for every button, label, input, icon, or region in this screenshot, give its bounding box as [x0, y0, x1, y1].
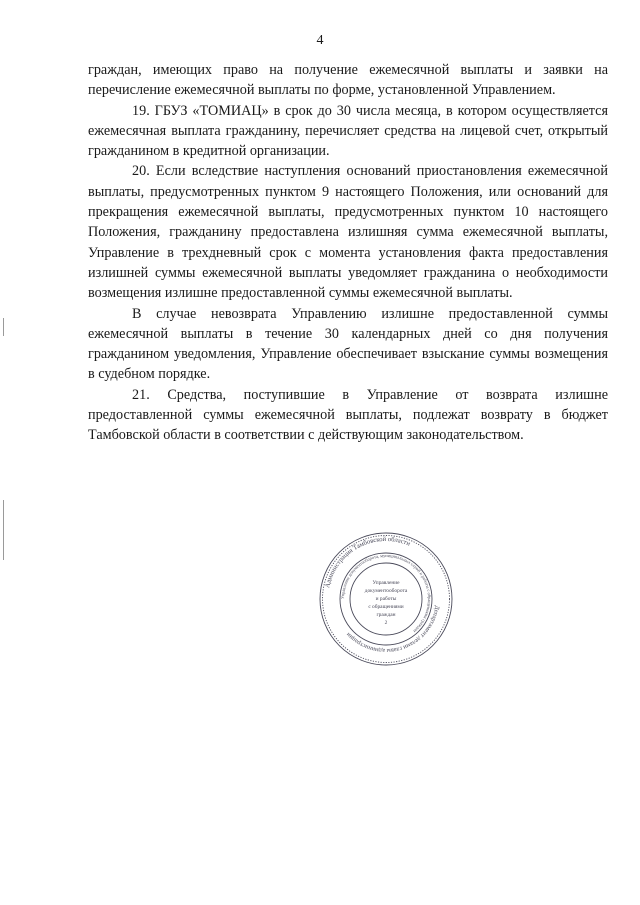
margin-scan-mark: [3, 318, 4, 336]
stamp-middle-ring-text: Департамент делами главы администрации: [345, 604, 441, 655]
stamp-inner-ring-text: Управление документооборота, муниципальных служб и работы с обращениями граждан: [339, 552, 433, 634]
official-round-stamp: [317, 530, 455, 668]
stamp-center-line: документооборота: [364, 588, 408, 594]
page-number: 4: [316, 33, 324, 48]
paragraph-20: 20. Если вследствие наступления оснований приостановления ежемесячной выплаты, предусмотренных пунктом 9 настоящего Положения, или оснований для прекращения ежемесячной выплаты, предусмотренных пунктом 10 настоящего Положения, гражданину предоставлена излишняя сумма ежемесячной выплаты, Управление в трехдневный срок с момента установления факта предоставления излишней суммы ежемесячной выплаты уведомляет гражданина о необходимости возмещения излишне предоставленной суммы ежемесячной выплаты.: [88, 163, 608, 302]
stamp-center-line: с обращениями: [368, 604, 404, 610]
paragraph-19: 19. ГБУЗ «ТОМИАЦ» в срок до 30 числа месяца, в котором осуществляется ежемесячная выплата гражданину, перечисляет средства на лицевой счет, открытый гражданином в кредитной организации.: [88, 102, 608, 160]
stamp-outer-ring-text: Администрация Тамбовской области: [324, 535, 412, 589]
stamp-center-line: граждан: [376, 612, 396, 618]
paragraph-continuation: граждан, имеющих право на получение ежемесячной выплаты и заявки на перечисление ежемесячной выплаты по форме, установленной Управлением.: [88, 62, 608, 99]
paragraph-20-refund: В случае невозврата Управлению излишне предоставленной суммы ежемесячной выплаты в течение 30 календарных дней со дня получения гражданином уведомления, Управление обеспечивает взыскание суммы возмещения в судебном порядке.: [88, 305, 608, 383]
stamp-center-line: Управление: [372, 580, 400, 586]
document-body: [88, 60, 608, 446]
paragraph-21: 21. Средства, поступившие в Управление от возврата излишне предоставленной суммы ежемесячной выплаты, подлежат возврату в бюджет Тамбовской области в соответствии с действующим законодательством.: [88, 386, 608, 444]
margin-scan-mark: [3, 500, 4, 560]
stamp-center-line: и работы: [375, 596, 397, 602]
stamp-center-line: 2: [384, 620, 388, 626]
